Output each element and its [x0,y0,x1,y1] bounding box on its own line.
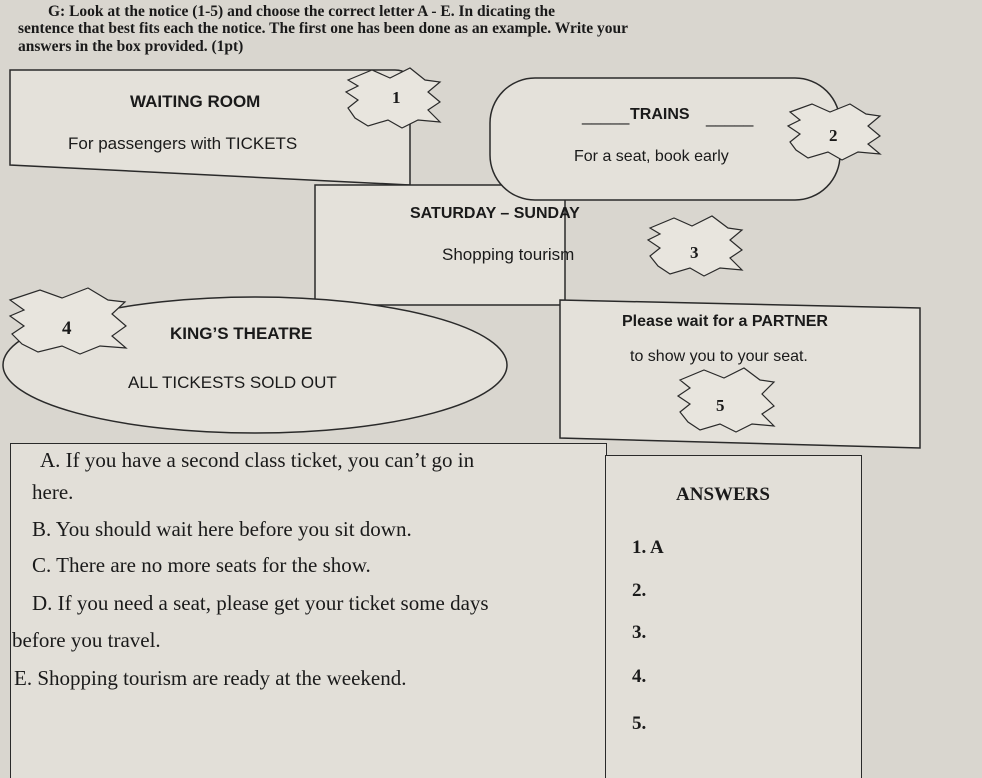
notice-3-number: 3 [690,243,699,262]
notice-2-title: TRAINS [630,106,690,123]
option-c: C. There are no more seats for the show. [32,553,371,577]
notice-5-number: 5 [716,396,725,415]
notice-4-title: KING’S THEATRE [170,324,313,343]
notice-4-text: ALL TICKESTS SOLD OUT [128,373,337,392]
notice-2-frame [490,78,840,200]
notice-3-text: Shopping tourism [442,245,575,264]
instruction-line-1: G: Look at the notice (1-5) and choose the correct letter A - E. In dicating the [48,3,555,20]
answers-header: ANSWERS [676,484,770,505]
notice-1-title: WAITING ROOM [130,92,261,111]
notice-3-title: SATURDAY – SUNDAY [410,205,580,222]
notice-2-text: For a seat, book early [574,148,729,165]
answer-4: 4. [632,666,647,687]
option-a-line-2: here. [32,480,74,504]
option-e: E. Shopping tourism are ready at the weekend. [14,666,407,690]
option-d-line-2: before you travel. [12,628,161,652]
option-b: B. You should wait here before you sit down. [32,517,412,541]
notice-5-title: Please wait for a PARTNER [622,313,828,330]
notice-5-text: to show you to your seat. [630,348,808,365]
answer-1: 1. A [632,537,664,558]
answer-2: 2. [632,580,647,601]
instruction-line-2: sentence that best fits each the notice. The first one has been done as an example. Write your [18,20,629,37]
notice-4-number: 4 [62,318,72,339]
option-d-line-1: D. If you need a seat, please get your ticket some days [32,591,489,615]
notice-2-blank-left: _____ [582,106,630,125]
instruction-line-3: answers in the box provided. (1pt) [18,38,244,55]
notice-2-blank-right: _____ [706,108,754,127]
notice-1-text: For passengers with TICKETS [68,134,298,153]
option-a-line-1: A. If you have a second class ticket, you can’t go in [40,448,475,472]
notice-1-number: 1 [392,88,401,107]
answer-5: 5. [632,713,647,734]
notice-2-number: 2 [829,126,838,145]
answer-3: 3. [632,622,647,643]
notice-1-frame [10,70,410,185]
